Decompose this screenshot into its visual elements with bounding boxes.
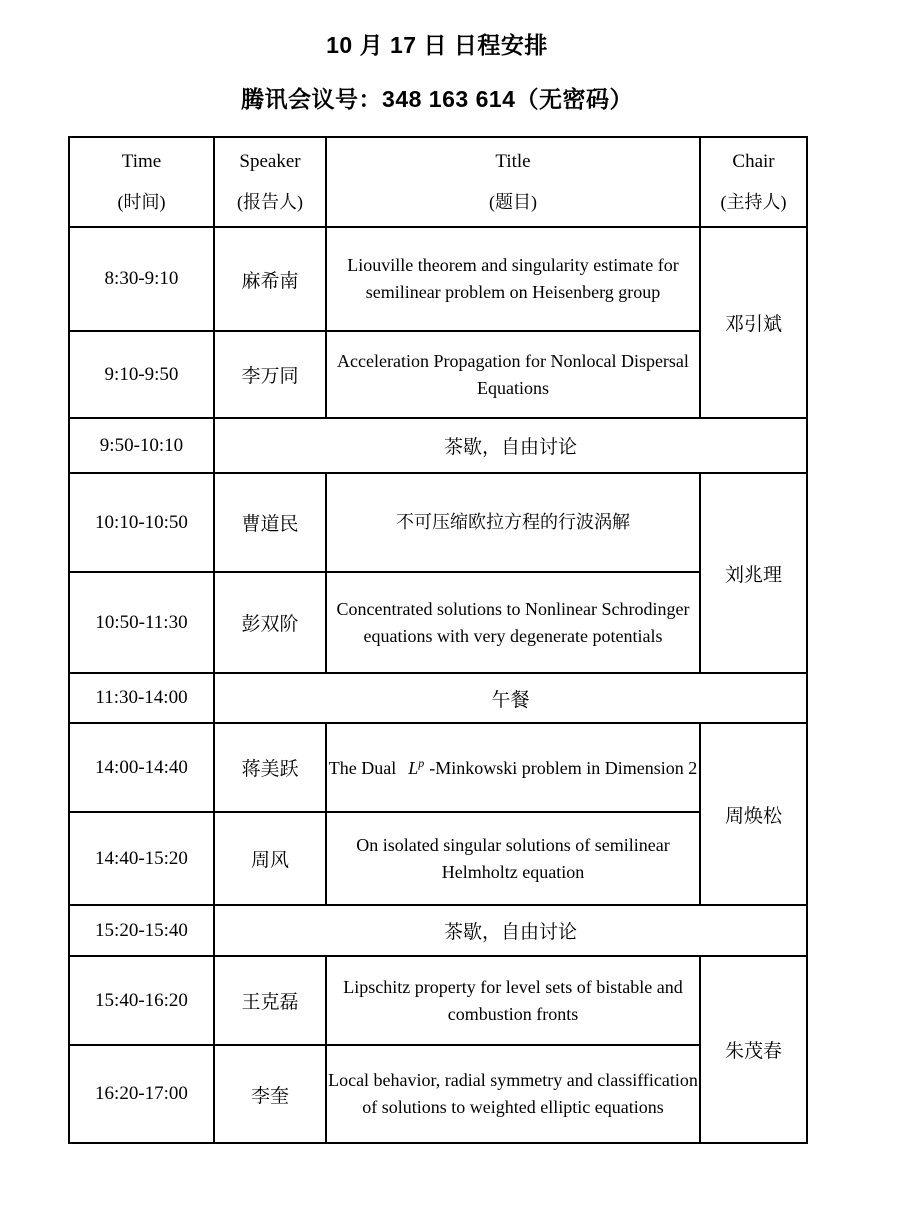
page-title: 10 月 17 日 日程安排: [326, 32, 548, 58]
session-row: [69, 473, 807, 572]
page-header: [68, 0, 806, 114]
session-row: [69, 956, 807, 1045]
break-label-cell: 午餐: [214, 673, 807, 723]
header-title-en: Title: [495, 150, 531, 172]
speaker-cell: 王克磊: [214, 956, 326, 1045]
title-cell: On isolated singular solutions of semilinear Helmholtz equation: [326, 812, 700, 905]
title-cell: Concentrated solutions to Nonlinear Schrodinger equations with very degenerate potentials: [326, 572, 700, 673]
header-cell-time: [69, 137, 214, 227]
header-speaker-en: Speaker: [239, 150, 301, 172]
chair-cell: 周焕松: [700, 723, 807, 905]
chair-cell: 朱茂春: [700, 956, 807, 1143]
title-text-prefix: The Dual: [328, 757, 397, 778]
session-row: [69, 227, 807, 331]
time-cell: 16:20-17:00: [69, 1045, 214, 1143]
speaker-cell: 麻希南: [214, 227, 326, 331]
speaker-cell: 蒋美跃: [214, 723, 326, 812]
session-row: [69, 331, 807, 418]
break-label-cell: 茶歇，自由讨论: [214, 905, 807, 956]
title-cell: Acceleration Propagation for Nonlocal Dispersal Equations: [326, 331, 700, 418]
header-cell-speaker: [214, 137, 326, 227]
header-time-zh: (时间): [117, 191, 166, 212]
time-cell: 15:20-15:40: [69, 905, 214, 956]
time-cell: 8:30-9:10: [69, 227, 214, 331]
header-chair-en: Chair: [732, 150, 775, 172]
time-cell: 14:40-15:20: [69, 812, 214, 905]
header-title-zh: (题目): [489, 191, 537, 212]
speaker-cell: 周风: [214, 812, 326, 905]
header-speaker-zh: (报告人): [237, 191, 303, 212]
session-row: [69, 1045, 807, 1143]
schedule-table: [68, 136, 808, 1144]
time-cell: 9:50-10:10: [69, 418, 214, 473]
time-cell: 14:00-14:40: [69, 723, 214, 812]
speaker-cell: 彭双阶: [214, 572, 326, 673]
break-row: [69, 418, 807, 473]
header-row: [69, 137, 807, 227]
title-cell: 不可压缩欧拉方程的行波涡解: [326, 473, 700, 572]
chair-cell: 刘兆理: [700, 473, 807, 673]
header-cell-title: [326, 137, 700, 227]
time-cell: 10:10-10:50: [69, 473, 214, 572]
session-row: [69, 572, 807, 673]
time-cell: 10:50-11:30: [69, 572, 214, 673]
speaker-cell: 曹道民: [214, 473, 326, 572]
break-label-cell: 茶歇，自由讨论: [214, 418, 807, 473]
speaker-cell: 李万同: [214, 331, 326, 418]
session-row: [69, 723, 807, 812]
title-cell: [326, 723, 700, 812]
header-chair-zh: (主持人): [720, 191, 787, 212]
title-cell: Liouville theorem and singularity estimate for semilinear problem on Heisenberg group: [326, 227, 700, 331]
break-row: [69, 905, 807, 956]
math-l-symbol: L: [408, 757, 419, 778]
time-cell: 9:10-9:50: [69, 331, 214, 418]
title-cell: Lipschitz property for level sets of bistable and combustion fronts: [326, 956, 700, 1045]
meeting-id-line: 腾讯会议号：348 163 614（无密码）: [241, 86, 633, 112]
header-time-en: Time: [121, 150, 162, 172]
chair-cell: 邓引斌: [700, 227, 807, 418]
speaker-cell: 李奎: [214, 1045, 326, 1143]
title-text-suffix: -Minkowski problem in Dimension 2: [429, 757, 698, 778]
header-cell-chair: [700, 137, 807, 227]
title-cell: Local behavior, radial symmetry and classiffication of solutions to weighted elliptic equations: [326, 1045, 700, 1143]
time-cell: 11:30-14:00: [69, 673, 214, 723]
session-row: [69, 812, 807, 905]
math-p-superscript: p: [418, 755, 425, 770]
time-cell: 15:40-16:20: [69, 956, 214, 1045]
break-row: [69, 673, 807, 723]
